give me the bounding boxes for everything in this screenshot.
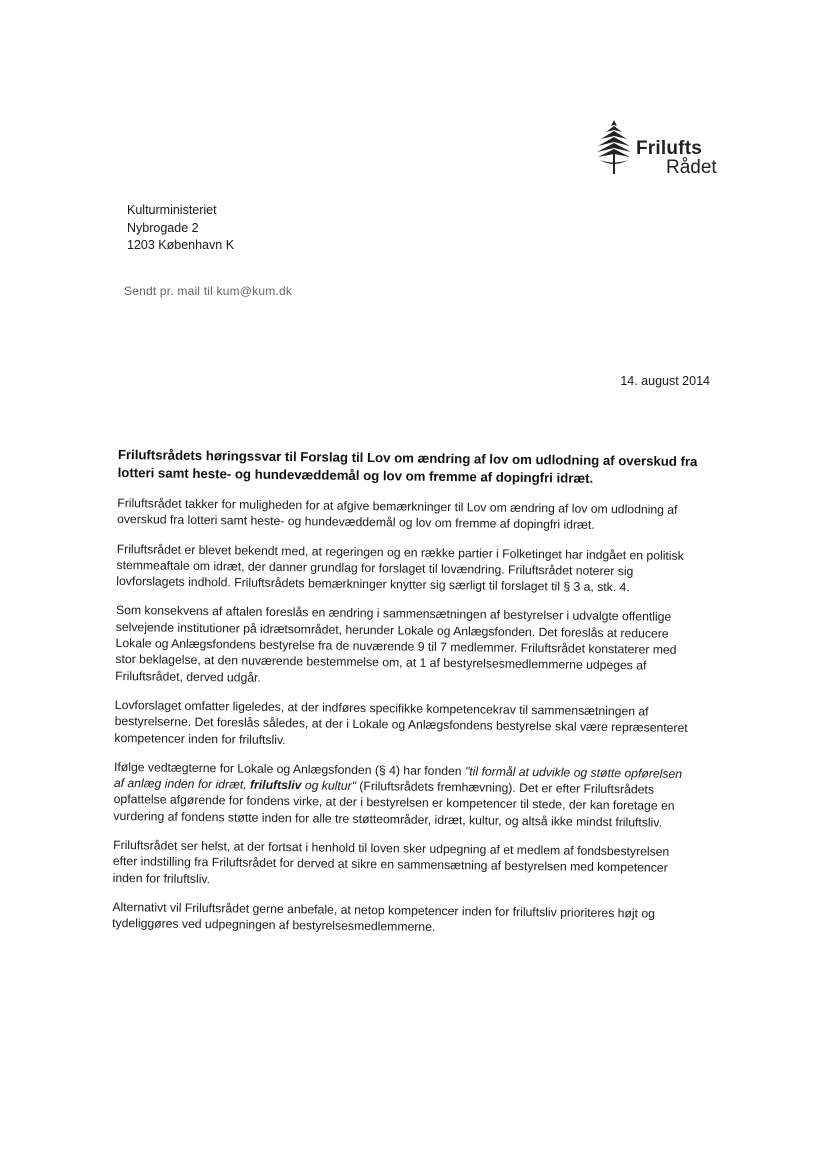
letter-heading: Friluftsrådets høringssvar til Forslag til Lov om ændring af lov om udlodning af overskud fra lotteri samt heste- og hundevæddemål og lov om fremme af dopingfri idræt.	[117, 446, 698, 486]
letter-body	[112, 446, 698, 952]
address-line-2: Nybrogade 2	[127, 220, 199, 235]
paragraph-5	[113, 759, 694, 831]
paragraph-4: Lovforslaget omfatter ligeledes, at der indføres specifikke kompetencekrav til sammensætningen af bestyrelserne. Det foreslås således, at der i Lokale og Anlægsfondens bestyrelse skal være repræsenteret kompetencer inden for friluftsliv.	[114, 697, 688, 747]
statute-quote-part-b: og kultur"	[301, 778, 357, 794]
tree-leaf-icon	[594, 118, 634, 180]
paragraph-5-rest: (Friluftsrådets fremhævning). Det er efter Friluftsrådets opfattelse afgørende for fondens virke, at der i bestyrelsen er kompetencer til stede, der kan foretage en vurdering af fondens støtte inden for alle tre støtteområder, idræt, kultur, og altså ikke mindst friluftsliv.	[113, 779, 675, 830]
paragraph-3: Som konsekvens af aftalen foreslås en ændring i sammensætningen af bestyrelser i udvalgte offentlige selvejende institutioner på idrætsområdet, herunder Lokale og Anlægsfonden. Det foreslås at reducere Lokale og Anlægsfondens bestyrelse fra de nuværende 9 til 7 medlemmer. Friluftsrådet konstaterer med stor beklagelse, at den nuværende bestemmelse om, at 1 af bestyrelsesmedlemmerne udpeges af Friluftsrådet, derved udgår.	[115, 603, 677, 685]
address-line-1: Kulturministeriet	[127, 203, 217, 217]
statute-quote-emphasis: friluftsliv	[249, 777, 302, 793]
address-line-3: 1203 København K	[127, 238, 235, 252]
paragraph-6: Friluftsrådet ser helst, at der fortsat i henhold til loven sker udpegning af et medlem af fondsbestyrelsen efter indstilling fra Friluftsrådet for derved at sikre en sammensætning af bestyrelsen med kompetencer inden for friluftsliv.	[112, 838, 670, 886]
sent-by-mail-note: Sendt pr. mail til kum@kum.dk	[124, 284, 293, 298]
statute-quote-part-a: "til formål at udvikle og støtte opførelsen af anlæg inden for idræt,	[113, 764, 683, 792]
friluftsraadet-logo	[594, 118, 724, 180]
logo-text-raadet: Rådet	[666, 157, 717, 178]
logo-text-frilufts: Frilufts	[636, 138, 702, 159]
letter-date: 14. august 2014	[620, 374, 710, 388]
paragraph-2: Friluftsrådet er blevet bekendt med, at regeringen og en række partier i Folketinget har indgået en politisk stemmeaftale om idræt, der danner grundlag for forslaget til lovændring. Friluftsrådet noterer sig lovforslagets indhold. Friluftsrådets bemærkninger knytter sig særligt til forslaget til § 3 a, stk. 4.	[116, 541, 684, 595]
recipient-address	[127, 202, 234, 255]
paragraph-5-intro: Ifølge vedtægterne for Lokale og Anlægsfonden (§ 4) har fonden	[113, 759, 466, 779]
paragraph-7: Alternativt vil Friluftsrådet gerne anbefale, at netop kompetencer inden for friluftsliv prioriteres højt og tydeliggøres ved udpegningen af bestyrelsesmedlemmerne.	[112, 899, 656, 935]
paragraph-1: Friluftsrådet takker for muligheden for at afgive bemærkninger til Lov om ændring af lov om udlodning af overskud fra lotteri samt heste- og hundevæddemål og lov om fremme af dopingfri idræt.	[117, 495, 678, 533]
